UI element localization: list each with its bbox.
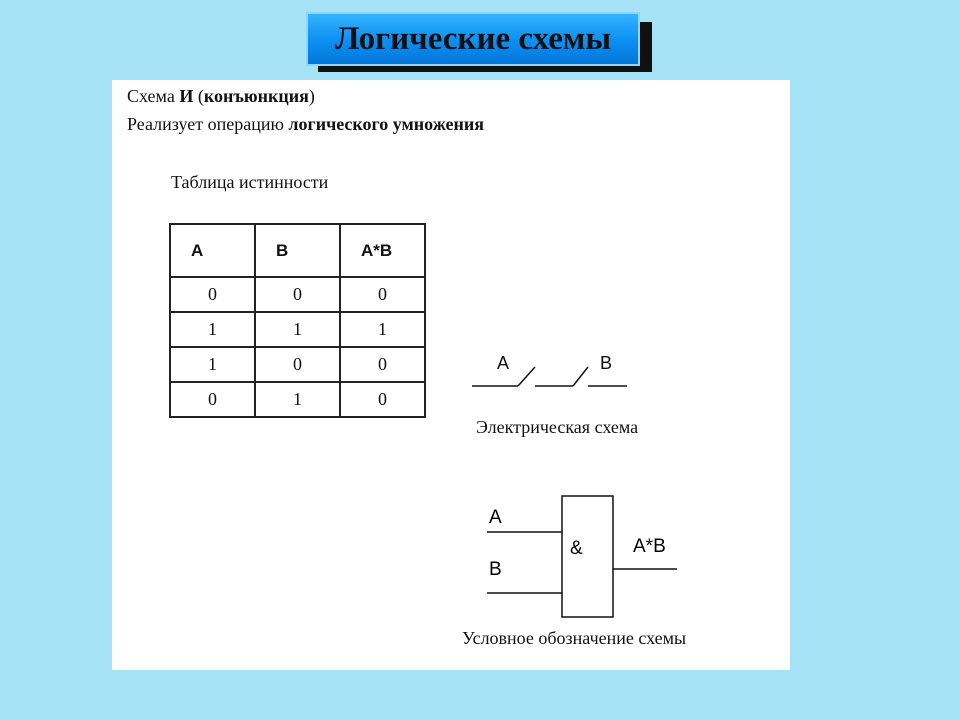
gate-input-b-label: B xyxy=(489,559,502,580)
gate-input-a-label: A xyxy=(489,507,502,528)
table-cell: 0 xyxy=(170,277,255,312)
table-cell: 1 xyxy=(170,312,255,347)
header-a: A xyxy=(170,224,255,277)
switch-b-blade xyxy=(573,367,588,386)
table-cell: 0 xyxy=(340,277,425,312)
table-cell: 1 xyxy=(340,312,425,347)
header-b: B xyxy=(255,224,340,277)
table-cell: 1 xyxy=(255,382,340,417)
table-cell: 0 xyxy=(340,347,425,382)
table-cell: 0 xyxy=(170,382,255,417)
truth-table-label: Таблица истинности xyxy=(171,172,329,192)
page-title: Логические схемы xyxy=(334,20,612,57)
table-cell: 1 xyxy=(255,312,340,347)
scheme-alt-name: конъюнкция xyxy=(203,86,309,106)
table-cell: 0 xyxy=(255,347,340,382)
operation-prefix: Реализует операцию xyxy=(127,114,289,134)
table-cell: 0 xyxy=(255,277,340,312)
scheme-paren-close: ) xyxy=(308,86,315,106)
gate-symbol-caption: Условное обозначение схемы xyxy=(462,628,687,648)
table-cell: 0 xyxy=(340,382,425,417)
switch-a-label: A xyxy=(497,353,510,373)
gate-output-label: A*B xyxy=(633,536,666,557)
switch-a-blade xyxy=(518,367,535,386)
operation-name: логического умножения xyxy=(288,114,485,134)
scheme-paren-open: ( xyxy=(193,86,204,106)
scheme-prefix: Схема xyxy=(127,86,180,106)
table-cell: 1 xyxy=(170,347,255,382)
gate-operator: & xyxy=(570,538,583,559)
electric-scheme-caption: Электрическая схема xyxy=(476,417,639,437)
scheme-name: И xyxy=(179,86,194,106)
switch-b-label: B xyxy=(600,353,613,373)
header-result: A*B xyxy=(340,224,425,277)
